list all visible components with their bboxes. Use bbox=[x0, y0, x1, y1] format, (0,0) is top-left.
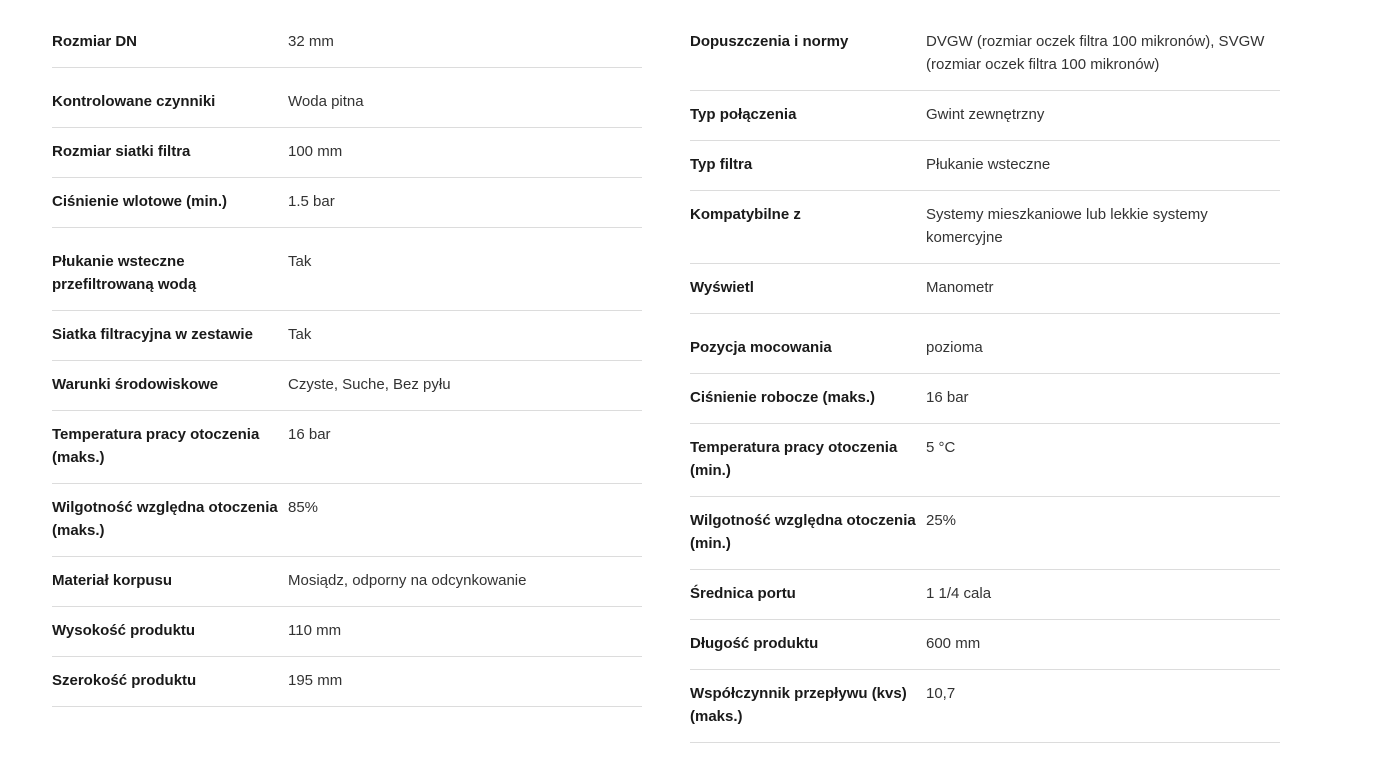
spec-label: Współczynnik przepływu (kvs) (maks.) bbox=[690, 685, 907, 725]
spec-label: Temperatura pracy otoczenia (min.) bbox=[690, 439, 898, 479]
spec-value: Tak bbox=[288, 326, 312, 343]
spec-label: Dopuszczenia i normy bbox=[690, 33, 849, 50]
spec-value: DVGW (rozmiar oczek filtra 100 mikronów), SVGW (rozmiar oczek filtra 100 mikronów) bbox=[926, 33, 1265, 73]
spec-value: Woda pitna bbox=[288, 93, 364, 110]
spec-value: 32 mm bbox=[288, 33, 334, 50]
spec-row bbox=[690, 18, 1280, 91]
spec-label: Wilgotność względna otoczenia (maks.) bbox=[52, 499, 278, 539]
spec-value: 85% bbox=[288, 499, 319, 516]
spec-label: Płukanie wsteczne przefiltrowaną wodą bbox=[52, 253, 197, 293]
spec-label: Rozmiar DN bbox=[52, 33, 138, 50]
spec-label: Materiał korpusu bbox=[52, 572, 173, 589]
spec-label: Długość produktu bbox=[690, 635, 819, 652]
spec-row bbox=[690, 141, 1280, 191]
spec-value: Mosiądz, odporny na odcynkowanie bbox=[288, 572, 527, 589]
spec-label: Ciśnienie robocze (maks.) bbox=[690, 389, 876, 406]
spec-label: Kompatybilne z bbox=[690, 206, 801, 223]
spec-value: Płukanie wsteczne bbox=[926, 156, 1051, 173]
spec-value: 195 mm bbox=[288, 672, 343, 689]
spec-label: Wysokość produktu bbox=[52, 622, 196, 639]
spec-row bbox=[52, 557, 642, 607]
spec-row bbox=[690, 264, 1280, 314]
spec-row bbox=[52, 18, 642, 68]
spec-row bbox=[52, 484, 642, 557]
spec-table-right bbox=[690, 18, 1280, 743]
spec-label: Kontrolowane czynniki bbox=[52, 93, 216, 110]
spec-value: 16 bar bbox=[926, 389, 969, 406]
spec-value: 16 bar bbox=[288, 426, 331, 443]
spec-row bbox=[690, 424, 1280, 497]
spec-row bbox=[690, 324, 1280, 374]
spec-label: Szerokość produktu bbox=[52, 672, 197, 689]
spec-value: Czyste, Suche, Bez pyłu bbox=[288, 376, 451, 393]
spec-row bbox=[52, 238, 642, 311]
spec-value: Tak bbox=[288, 253, 312, 270]
spec-row bbox=[52, 178, 642, 228]
spec-value: 1 1/4 cala bbox=[926, 585, 992, 602]
spec-row bbox=[52, 128, 642, 178]
spec-row bbox=[690, 620, 1280, 670]
spec-label: Rozmiar siatki filtra bbox=[52, 143, 191, 160]
spec-table-left bbox=[52, 18, 642, 707]
spec-row bbox=[52, 607, 642, 657]
spec-row bbox=[52, 311, 642, 361]
spec-value: 600 mm bbox=[926, 635, 981, 652]
spec-label: Pozycja mocowania bbox=[690, 339, 832, 356]
spec-value: 110 mm bbox=[288, 622, 342, 639]
spec-label: Wilgotność względna otoczenia (min.) bbox=[690, 512, 916, 552]
spec-value: Manometr bbox=[926, 279, 994, 296]
spec-label: Typ filtra bbox=[690, 156, 753, 173]
spec-value: 5 °C bbox=[926, 439, 956, 456]
spec-label: Średnica portu bbox=[690, 585, 796, 602]
spec-row bbox=[52, 78, 642, 128]
spec-row bbox=[690, 91, 1280, 141]
spec-value: Gwint zewnętrzny bbox=[926, 106, 1045, 123]
spec-value: 100 mm bbox=[288, 143, 343, 160]
spec-value: Systemy mieszkaniowe lub lekkie systemy komercyjne bbox=[926, 206, 1208, 246]
spec-value: pozioma bbox=[926, 339, 983, 356]
spec-label: Ciśnienie wlotowe (min.) bbox=[52, 193, 228, 210]
spec-label: Temperatura pracy otoczenia (maks.) bbox=[52, 426, 260, 466]
spec-label: Siatka filtracyjna w zestawie bbox=[52, 326, 253, 343]
spec-value: 25% bbox=[926, 512, 957, 529]
spec-row bbox=[690, 374, 1280, 424]
spec-label: Warunki środowiskowe bbox=[52, 376, 219, 393]
spec-row bbox=[690, 570, 1280, 620]
spec-row bbox=[52, 411, 642, 484]
spec-row bbox=[690, 497, 1280, 570]
spec-row bbox=[52, 361, 642, 411]
spec-value: 1.5 bar bbox=[288, 193, 335, 210]
spec-row bbox=[690, 191, 1280, 264]
spec-label: Wyświetl bbox=[690, 279, 754, 296]
spec-label: Typ połączenia bbox=[690, 106, 797, 123]
spec-row bbox=[690, 670, 1280, 743]
spec-row bbox=[52, 657, 642, 707]
spec-value: 10,7 bbox=[926, 685, 956, 702]
